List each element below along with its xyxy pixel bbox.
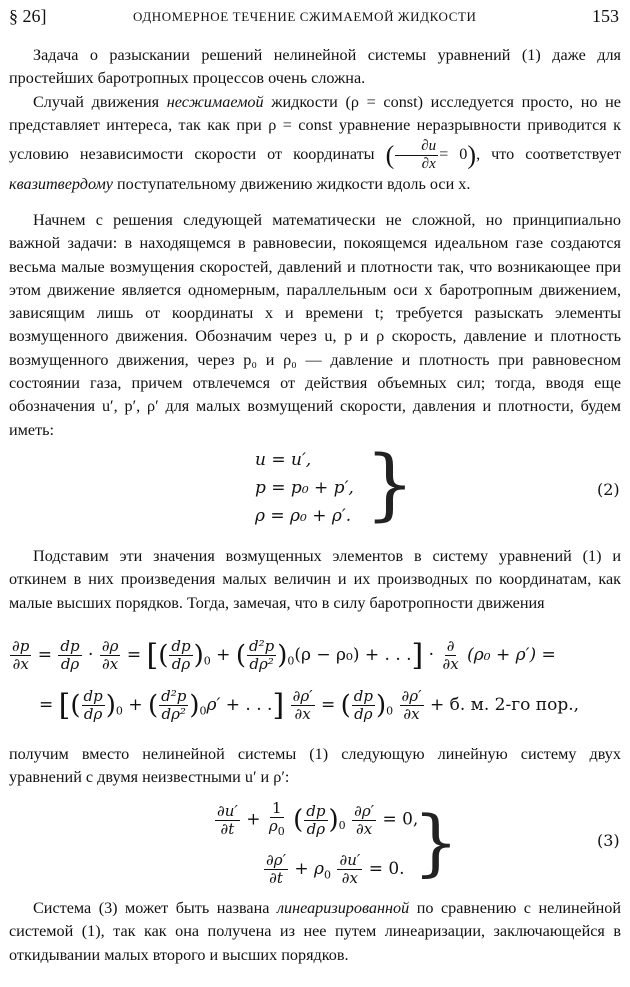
page <box>9 0 621 987</box>
eq3-line-1: $\frac{\partial u'}{\partial t}$ + $\frac{1}{\rho_0}$ ( $\frac{dp}{d\rho}$ )$_0$ $\frac{\partial\rho'}{\partial x}$ = 0, <box>217 799 419 838</box>
running-title: ОДНОМЕРНОЕ ТЕЧЕНИЕ СЖИМАЕМОЙ ЖИДКОСТИ <box>133 9 477 24</box>
eq2-line-1: u = u′, <box>255 450 312 470</box>
paragraph-4: Подставим эти значения возмущенных элементов в систему уравнений (1) и откинем в них произведения малых величин и их производных по координатам, как малые высших порядков. Тогда, замечая, что в силу баротропности движения <box>9 547 621 612</box>
formula-du-dx-zero: ( $\frac{\partial u}{\partial x}$ = 0) <box>385 137 477 172</box>
equation-long-line-2: = [( $\frac{dp}{d\rho}$ )$_0$ + ( $\frac{\text{d²p}}{\text{dρ²}}$ )$_0\rho'$ + . . .] $\frac{\partial\rho'}{\partial x}$ = ( $\frac{dp}{d\rho}$ )$_0$ $\frac{\partial\rho'}{\partial x}$ + б. м. 2-го пор., <box>39 687 580 723</box>
emphasis-linearized: линеаризированной <box>276 899 410 917</box>
right-brace: } <box>413 800 459 884</box>
equation-number-2: (2) <box>597 480 620 499</box>
paragraph-3: Начнем с решения следующей математически не сложной, но принципиально важной задачи: в находящемся в равновесии, покоящемся идеальном газе создаются весьма малые возмущения скоростей, давлений и плотности так, что возникающее при этом движение является одномерным, параллельным оси x баротропным движением, зависящим лишь от координаты x и времени t; требуется разыскать элементы возмущенного движения. Обозначим через u, p и ρ скорость, давление и плотность возмущенного движения, через p₀ и ρ₀ — давление и плотность при равновесном состоянии газа, причем отвлечемся от действия объемных сил; тогда, вводя еще обозначения u′, p′, ρ′ для малых возмущений скорости, давления и плотности, будем иметь: <box>9 211 621 439</box>
section-number: § 26] <box>9 6 47 26</box>
page-number: 153 <box>592 6 619 26</box>
paragraph-5: получим вместо нелинейной системы (1) следующую линейную систему двух уравнений с двумя неизвестными u′ и ρ′: <box>9 745 621 787</box>
eq2-line-3: ρ = ρ₀ + ρ′. <box>255 506 352 526</box>
paragraph-1: Задача о разыскании решений нелинейной системы уравнений (1) даже для простейших баротропных процессов очень сложна. <box>9 46 621 88</box>
paragraph-2: Случай движения несжимаемой жидкости (ρ = const) исследуется просто, но не представляет интереса, так как при ρ = const уравнение неразрывности приводится к условию независимости скорости от координаты ( $\frac{\partial u}{\partial x}$ = 0), что соответствует квазитвердому поступательному движению жидкости вдоль оси x. <box>9 93 621 193</box>
paragraph-6: Система (3) может быть названа линеаризированной по сравнению с нелинейной системой (1), так как она получена из нее путем линеаризации, заключающейся в откидывании малых второго и высших порядков. <box>9 899 621 964</box>
right-brace: } <box>365 440 415 530</box>
emphasis-incompressible: несжимаемой <box>166 93 264 111</box>
eq2-line-2: p = p₀ + p′, <box>255 478 354 498</box>
running-header <box>9 6 621 30</box>
equation-long-line-1: $\frac{\partial p}{\partial x}$ = $\frac{dp}{d\rho}$ · $\frac{\partial\rho}{\partial x}$ = [( $\frac{dp}{d\rho}$ )$_0$ + ( $\frac{\text{d²p}}{\text{dρ²}}$ )$_0(\rho - \rho_0)$ + . . .] · $\frac{\partial}{\partial x}$ (ρ₀ + ρ′) = <box>12 637 556 673</box>
emphasis-quasi-rigid: квазитвердому <box>9 174 113 193</box>
eq3-line-2: $\frac{\partial\rho'}{\partial t}$ + $\rho_0$ $\frac{\partial u'}{\partial x}$ = 0. <box>266 851 405 887</box>
equation-number-3: (3) <box>597 831 620 850</box>
